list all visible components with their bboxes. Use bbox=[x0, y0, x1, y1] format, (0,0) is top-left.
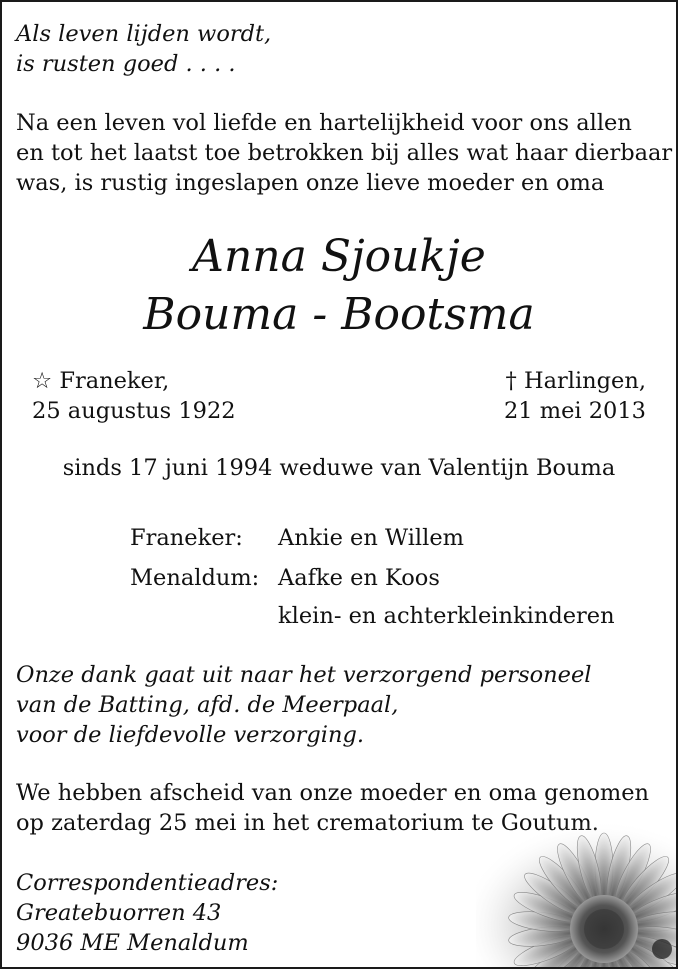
death-place: Harlingen, bbox=[523, 368, 646, 394]
address-city: 9036 ME Menaldum bbox=[16, 930, 249, 956]
star-icon: ☆ bbox=[32, 368, 53, 394]
birth-info bbox=[32, 366, 236, 426]
intro-text bbox=[16, 108, 672, 198]
birth-place: Franeker, bbox=[59, 368, 170, 394]
widow-line: sinds 17 juni 1994 weduwe van Valentijn Bouma bbox=[62, 455, 616, 481]
family-place: Menaldum: bbox=[130, 565, 260, 591]
motto-line: is rusten goed . . . . bbox=[16, 51, 236, 77]
deceased-name-line: Anna Sjoukje bbox=[192, 231, 486, 282]
flower-icon bbox=[476, 817, 676, 967]
address-street: Greatebuorren 43 bbox=[16, 900, 222, 926]
family-names: klein- en achterkleinkinderen bbox=[278, 603, 615, 629]
thanks-text bbox=[16, 660, 591, 750]
correspondence-address bbox=[16, 868, 278, 958]
death-date: 21 mei 2013 bbox=[503, 398, 646, 424]
family-place: Franeker: bbox=[130, 525, 243, 551]
farewell-line: We hebben afscheid van onze moeder en oma genomen bbox=[16, 780, 650, 806]
birth-date: 25 augustus 1922 bbox=[32, 398, 236, 424]
family-names: Aafke en Koos bbox=[278, 565, 440, 591]
cross-icon: † bbox=[505, 368, 517, 394]
deceased-name bbox=[2, 228, 676, 344]
farewell-line: op zaterdag 25 mei in het crematorium te Goutum. bbox=[16, 810, 599, 836]
deceased-name-line: Bouma - Bootsma bbox=[143, 289, 535, 340]
family-names: Ankie en Willem bbox=[278, 525, 464, 551]
motto bbox=[16, 19, 271, 79]
death-info bbox=[504, 366, 646, 426]
thanks-line: Onze dank gaat uit naar het verzorgend personeel bbox=[16, 662, 592, 688]
thanks-line: van de Batting, afd. de Meerpaal, bbox=[16, 692, 399, 718]
address-label: Correspondentieadres: bbox=[16, 870, 279, 896]
intro-line: Na een leven vol liefde en hartelijkheid voor ons allen bbox=[16, 110, 632, 136]
motto-line: Als leven lijden wordt, bbox=[16, 21, 272, 47]
intro-line: was, is rustig ingeslapen onze lieve moeder en oma bbox=[16, 170, 605, 196]
intro-line: en tot het laatst toe betrokken bij alles wat haar dierbaar bbox=[16, 140, 673, 166]
thanks-line: voor de liefdevolle verzorging. bbox=[16, 722, 365, 748]
